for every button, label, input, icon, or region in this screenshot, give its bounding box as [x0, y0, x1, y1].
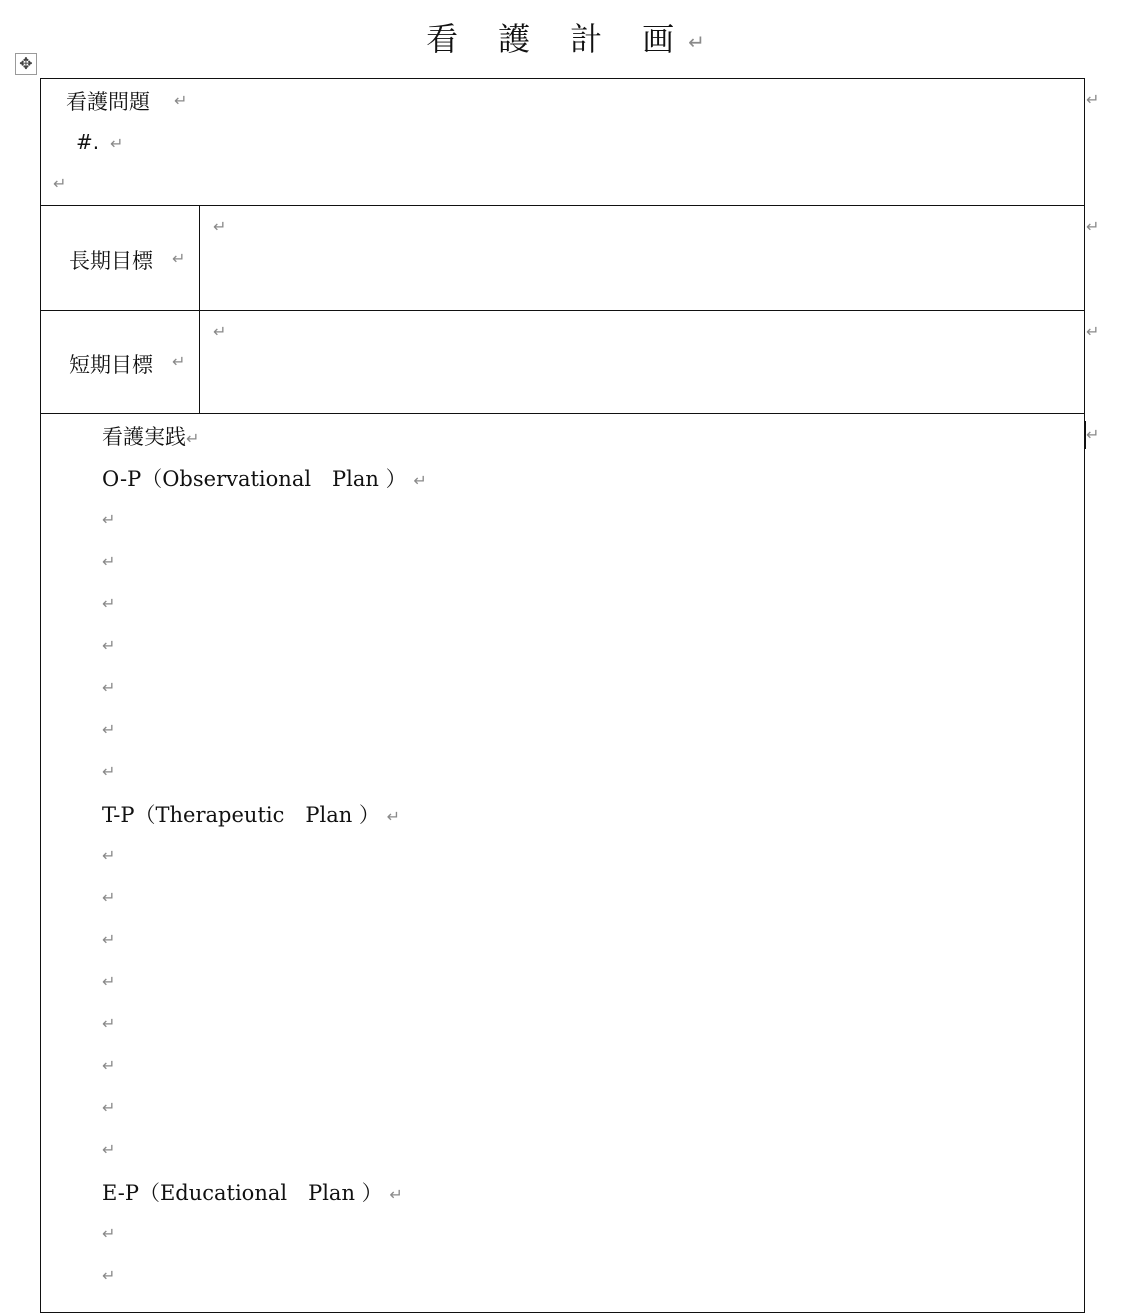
op-heading — [102, 463, 427, 493]
problem-label: 看護問題 — [66, 90, 150, 114]
tp-heading — [102, 799, 400, 829]
ep-heading-text: E-P（Educational Plan ） — [102, 1181, 383, 1205]
empty-line-mark: ↵ — [102, 972, 116, 991]
title-char: 護 — [498, 20, 531, 58]
paragraph-mark: ↵ — [213, 322, 227, 341]
practice-heading — [102, 421, 199, 451]
tp-heading-text: T-P（Therapeutic Plan ） — [102, 803, 380, 827]
practice-heading-text: 看護実践 — [102, 425, 186, 449]
ep-heading — [102, 1177, 403, 1207]
empty-line-mark: ↵ — [102, 1014, 116, 1033]
paragraph-mark: ↵ — [186, 429, 200, 448]
paragraph-mark: ↵ — [174, 91, 188, 110]
empty-line-mark: ↵ — [102, 1266, 116, 1285]
empty-line-mark: ↵ — [102, 1224, 116, 1243]
long-term-goal-input-cell[interactable] — [199, 205, 1085, 311]
paragraph-mark: ↵ — [386, 807, 401, 826]
paragraph-mark: ↵ — [172, 249, 186, 268]
empty-line-mark: ↵ — [102, 888, 116, 907]
row-end-mark: ↵ — [1086, 217, 1100, 236]
title-char: 計 — [570, 20, 603, 58]
empty-line-mark: ↵ — [102, 510, 116, 529]
empty-line-mark: ↵ — [102, 846, 116, 865]
empty-line-mark: ↵ — [102, 762, 116, 781]
paragraph-mark: ↵ — [213, 217, 227, 236]
long-term-goal-label: 長期目標 — [69, 249, 153, 273]
paragraph-mark: ↵ — [172, 352, 186, 371]
title-char: 看 — [426, 20, 459, 58]
empty-line-mark: ↵ — [102, 1056, 116, 1075]
empty-line-mark: ↵ — [102, 930, 116, 949]
empty-line-mark: ↵ — [102, 594, 116, 613]
empty-line-mark: ↵ — [102, 720, 116, 739]
short-term-goal-input-cell[interactable] — [199, 310, 1085, 414]
empty-line-mark: ↵ — [102, 1140, 116, 1159]
paragraph-mark: ↵ — [110, 134, 124, 153]
document-title — [0, 14, 1131, 60]
title-char: 画 — [642, 20, 675, 58]
row-end-mark: ↵ — [1086, 425, 1100, 444]
op-heading-text: O-P（Observational Plan ） — [102, 467, 407, 491]
empty-line-mark: ↵ — [102, 636, 116, 655]
table-move-handle-icon[interactable]: ✥ — [15, 53, 37, 75]
paragraph-mark: ↵ — [389, 1185, 403, 1204]
problem-number: #. — [76, 130, 100, 154]
row-end-mark: ↵ — [1086, 90, 1100, 109]
short-term-goal-label: 短期目標 — [69, 353, 153, 377]
empty-line-mark: ↵ — [102, 678, 116, 697]
empty-line-mark: ↵ — [102, 1098, 116, 1117]
row-end-mark: ↵ — [1086, 322, 1100, 341]
paragraph-mark: ↵ — [53, 174, 67, 193]
problem-cell[interactable] — [40, 78, 1085, 206]
empty-line-mark: ↵ — [102, 552, 116, 571]
paragraph-mark: ↵ — [688, 29, 705, 54]
paragraph-mark: ↵ — [413, 471, 427, 490]
